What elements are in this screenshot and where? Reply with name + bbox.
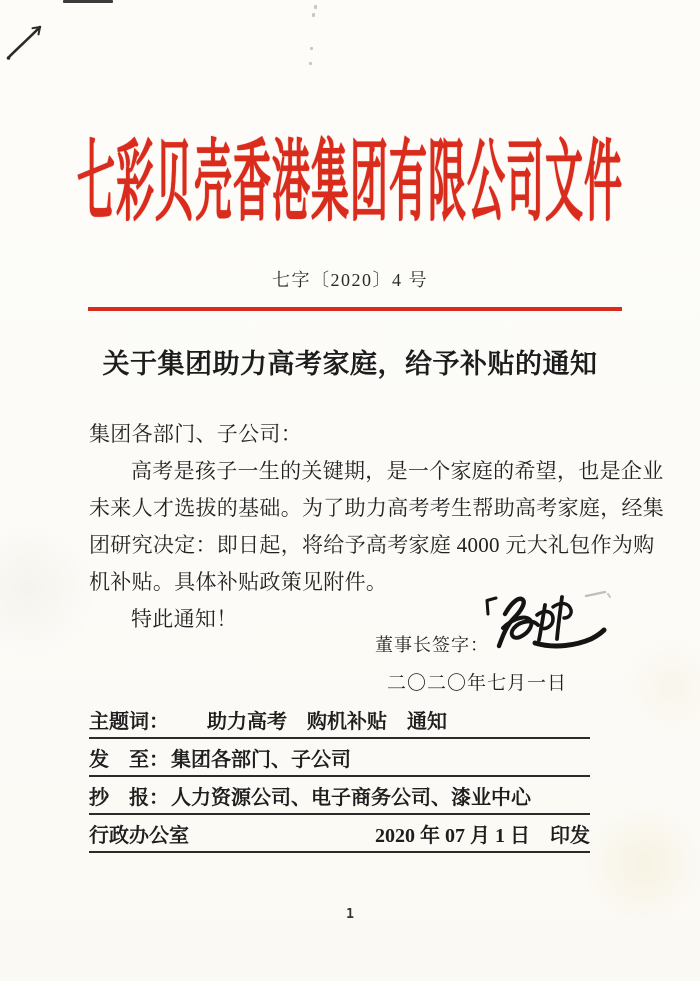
chairman-signature-label: 董事长签字： [375,635,489,655]
scan-speck [310,47,313,50]
letterhead-title-text: 七彩贝壳香港集团有限公司文件 [76,134,623,233]
closing-line: 特此通知！ [131,607,238,631]
row-value: 助力高考 购机补贴 通知 [207,711,447,733]
handwritten-signature [458,582,614,660]
document-date: 二〇二〇年七月一日 [387,673,568,694]
table-row-distribution [89,739,590,777]
table-row-issuance [89,815,590,853]
body-line: 高考是孩子一生的关键期，是一个家庭的希望，也是企业 [131,459,664,483]
row-value: 2020 年 07 月 1 日 印发 [375,825,590,847]
row-value: 人力资源公司、电子商务公司、漆业中心 [171,787,531,809]
row-label: 抄 报： [89,787,169,809]
scan-speck [309,62,312,65]
row-label: 发 至： [89,749,169,771]
doc-number: 七字〔2020〕4 号 [272,270,428,290]
scan-speck [312,13,315,17]
footer-table [89,701,590,853]
table-row-cc [89,777,590,815]
scan-speck [314,5,317,9]
row-label: 主题词： [89,711,169,733]
notice-title: 关于集团助力高考家庭，给予补贴的通知 [102,349,598,379]
pen-mark-icon [4,16,50,62]
body-line: 团研究决定：即日起，将给予高考家庭 4000 元大礼包作为购 [89,533,655,557]
body-line: 机补贴。具体补贴政策见附件。 [89,570,388,594]
row-label: 行政办公室 [89,825,189,847]
scan-fold-mark [63,0,113,3]
red-divider-rule [88,307,622,311]
table-row-keywords [89,701,590,739]
page-number: 1 [346,907,354,922]
row-value: 集团各部门、子公司 [171,749,351,771]
letterhead-title [0,122,700,233]
body-line: 未来人才选拔的基础。为了助力高考考生帮助高考家庭，经集 [89,496,665,520]
salutation: 集团各部门、子公司： [89,422,302,446]
